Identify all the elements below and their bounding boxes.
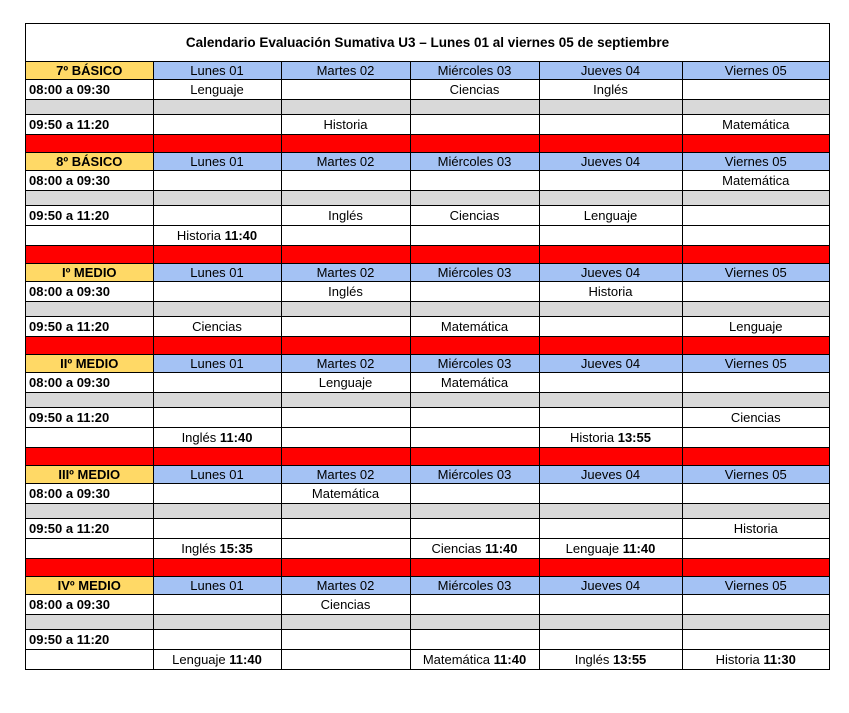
spacer-row-cell [281,191,410,206]
separator-row-cell [281,135,410,153]
grade-label: IVº MEDIO [26,577,153,595]
subject-cell: Ciencias [682,408,829,428]
subject-cell [682,484,829,504]
day-header: Lunes 01 [153,153,281,171]
spacer-row-cell [26,100,153,115]
separator-row-cell [153,448,281,466]
separator-row-cell [682,135,829,153]
spacer-row-cell [153,191,281,206]
time-slot-label: 08:00 a 09:30 [26,595,153,615]
time-slot-label [26,539,153,559]
day-header: Viernes 05 [682,577,829,595]
day-header: Viernes 05 [682,355,829,373]
subject-cell [539,595,682,615]
grade-header-row [26,466,829,484]
spacer-row-cell [682,191,829,206]
subject-cell [410,595,539,615]
subject-cell: Historia [682,519,829,539]
day-header: Jueves 04 [539,466,682,484]
spacer-row-cell [26,504,153,519]
subject-cell: Matemática [682,115,829,135]
day-header: Martes 02 [281,153,410,171]
subject-name: Matemática [422,652,491,667]
separator-row-cell [281,337,410,355]
subject-cell [153,282,281,302]
subject-cell [682,595,829,615]
time-slot-row [26,115,829,135]
day-header: Jueves 04 [539,62,682,80]
subject-name: Historia [715,652,760,667]
separator-row-cell [153,559,281,577]
separator-row-cell [682,337,829,355]
grade-header-row [26,355,829,373]
special-time-row [26,650,829,670]
time-slot-label: 08:00 a 09:30 [26,282,153,302]
day-header: Viernes 05 [682,264,829,282]
day-header: Lunes 01 [153,577,281,595]
subject-cell [153,373,281,393]
subject-time: 11:40 [484,541,518,556]
subject-cell [153,539,281,559]
subject-cell [539,519,682,539]
spacer-row-cell [682,100,829,115]
separator-row-cell [281,559,410,577]
day-header: Miércoles 03 [410,466,539,484]
subject-cell [153,595,281,615]
subject-cell: Lenguaje [153,80,281,100]
time-slot-label [26,650,153,670]
subject-cell: Matemática [682,171,829,191]
day-header: Jueves 04 [539,355,682,373]
subject-cell [153,408,281,428]
separator-row [26,135,829,153]
spacer-row-cell [410,302,539,317]
grade-label: IIº MEDIO [26,355,153,373]
subject-name: Inglés [181,541,216,556]
time-slot-row [26,484,829,504]
day-header: Martes 02 [281,466,410,484]
time-slot-label: 09:50 a 11:20 [26,630,153,650]
subject-cell [410,115,539,135]
separator-row-cell [410,559,539,577]
spacer-row-cell [26,191,153,206]
spacer-row-cell [539,504,682,519]
page-title: Calendario Evaluación Sumativa U3 – Lunes 01 al viernes 05 de septiembre [26,24,829,62]
spacer-row-cell [682,504,829,519]
grade-header-row [26,62,829,80]
time-slot-row [26,519,829,539]
subject-cell [410,408,539,428]
spacer-row-cell [281,615,410,630]
subject-time: 11:40 [493,652,527,667]
spacer-row-cell [410,191,539,206]
separator-row-cell [26,135,153,153]
subject-cell [539,408,682,428]
spacer-row-cell [153,302,281,317]
day-header: Miércoles 03 [410,153,539,171]
spacer-row [26,504,829,519]
grade-label: 8º BÁSICO [26,153,153,171]
spacer-row-cell [153,100,281,115]
subject-name: Historia [570,430,615,445]
time-slot-label [26,428,153,448]
subject-cell [410,282,539,302]
day-header: Viernes 05 [682,62,829,80]
time-slot-row [26,171,829,191]
day-header: Martes 02 [281,355,410,373]
subject-cell [281,428,410,448]
subject-cell: Matemática [410,317,539,337]
time-slot-row [26,408,829,428]
spacer-row-cell [539,100,682,115]
subject-cell [153,171,281,191]
subject-cell: Ciencias [281,595,410,615]
grade-label: IIIº MEDIO [26,466,153,484]
day-header: Martes 02 [281,577,410,595]
grade-header-row [26,153,829,171]
time-slot-label: 08:00 a 09:30 [26,171,153,191]
subject-cell: Matemática [410,373,539,393]
subject-cell [153,519,281,539]
subject-cell [410,650,539,670]
subject-cell [153,484,281,504]
spacer-row-cell [153,615,281,630]
separator-row-cell [539,135,682,153]
subject-cell [682,226,829,246]
time-slot-row [26,373,829,393]
subject-time: 11:30 [763,652,796,667]
separator-row-cell [539,246,682,264]
spacer-row-cell [682,393,829,408]
subject-time: 13:55 [613,652,647,667]
subject-cell [682,650,829,670]
separator-row-cell [539,337,682,355]
separator-row-cell [682,246,829,264]
day-header: Viernes 05 [682,153,829,171]
separator-row [26,337,829,355]
subject-cell [281,539,410,559]
time-slot-row [26,317,829,337]
time-slot-label: 08:00 a 09:30 [26,80,153,100]
subject-name: Lenguaje [565,541,620,556]
subject-cell [153,115,281,135]
subject-cell [153,630,281,650]
separator-row-cell [153,246,281,264]
day-header: Jueves 04 [539,153,682,171]
day-header: Viernes 05 [682,466,829,484]
subject-cell [682,539,829,559]
separator-row-cell [410,246,539,264]
day-header: Lunes 01 [153,355,281,373]
subject-cell [539,428,682,448]
separator-row-cell [26,559,153,577]
subject-cell [682,206,829,226]
separator-row-cell [26,448,153,466]
schedule-sheet [25,23,830,670]
spacer-row-cell [281,302,410,317]
spacer-row-cell [539,191,682,206]
subject-cell [410,630,539,650]
spacer-row-cell [281,100,410,115]
time-slot-label: 09:50 a 11:20 [26,115,153,135]
subject-cell [281,650,410,670]
spacer-row [26,100,829,115]
grade-header-row [26,264,829,282]
special-time-row [26,428,829,448]
subject-cell [539,539,682,559]
separator-row-cell [682,448,829,466]
subject-name: Inglés [574,652,610,667]
subject-cell [682,428,829,448]
separator-row [26,559,829,577]
spacer-row-cell [410,393,539,408]
separator-row-cell [153,135,281,153]
subject-cell: Inglés [281,206,410,226]
subject-cell [682,373,829,393]
time-slot-label: 09:50 a 11:20 [26,519,153,539]
subject-cell [539,630,682,650]
subject-cell [539,317,682,337]
day-header: Martes 02 [281,62,410,80]
spacer-row [26,302,829,317]
spacer-row-cell [153,504,281,519]
time-slot-label: 08:00 a 09:30 [26,373,153,393]
day-header: Lunes 01 [153,62,281,80]
day-header: Miércoles 03 [410,264,539,282]
subject-cell [281,630,410,650]
time-slot-label [26,226,153,246]
time-slot-label: 08:00 a 09:30 [26,484,153,504]
subject-cell [410,226,539,246]
time-slot-label: 09:50 a 11:20 [26,317,153,337]
day-header: Lunes 01 [153,264,281,282]
spacer-row-cell [539,302,682,317]
spacer-row-cell [26,302,153,317]
separator-row-cell [281,246,410,264]
day-header: Jueves 04 [539,577,682,595]
separator-row-cell [410,337,539,355]
subject-cell [153,650,281,670]
subject-name: Inglés [181,430,217,445]
day-header: Miércoles 03 [410,577,539,595]
subject-cell: Ciencias [410,80,539,100]
day-header: Miércoles 03 [410,62,539,80]
separator-row-cell [539,448,682,466]
spacer-row-cell [410,504,539,519]
spacer-row-cell [26,393,153,408]
spacer-row-cell [539,615,682,630]
subject-cell [153,226,281,246]
separator-row-cell [153,337,281,355]
subject-cell [410,539,539,559]
subject-cell [281,171,410,191]
subject-cell [539,226,682,246]
day-header: Lunes 01 [153,466,281,484]
subject-cell [410,428,539,448]
subject-cell [281,408,410,428]
subject-cell [539,484,682,504]
day-header: Martes 02 [281,264,410,282]
subject-cell: Historia [281,115,410,135]
time-slot-label: 09:50 a 11:20 [26,408,153,428]
special-time-row [26,226,829,246]
subject-cell [539,373,682,393]
spacer-row [26,615,829,630]
subject-cell [281,317,410,337]
spacer-row-cell [410,615,539,630]
subject-cell [281,519,410,539]
subject-cell [281,226,410,246]
subject-cell [410,484,539,504]
separator-row-cell [281,448,410,466]
subject-time: 15:35 [219,541,253,556]
time-slot-row [26,282,829,302]
spacer-row-cell [281,504,410,519]
spacer-row-cell [153,393,281,408]
subject-cell: Lenguaje [539,206,682,226]
subject-cell: Historia [539,282,682,302]
subject-cell: Ciencias [153,317,281,337]
subject-cell [682,282,829,302]
day-header: Jueves 04 [539,264,682,282]
time-slot-row [26,80,829,100]
schedule-table [26,62,829,669]
spacer-row-cell [539,393,682,408]
spacer-row [26,393,829,408]
subject-cell [539,171,682,191]
subject-cell [682,80,829,100]
subject-cell: Matemática [281,484,410,504]
subject-name: Historia [176,228,221,243]
separator-row-cell [410,448,539,466]
separator-row-cell [26,337,153,355]
spacer-row-cell [26,615,153,630]
special-time-row [26,539,829,559]
separator-row [26,246,829,264]
subject-cell [682,630,829,650]
separator-row-cell [539,559,682,577]
spacer-row-cell [410,100,539,115]
day-header: Miércoles 03 [410,355,539,373]
spacer-row-cell [682,615,829,630]
subject-cell: Inglés [539,80,682,100]
grade-label: 7º BÁSICO [26,62,153,80]
subject-time: 11:40 [229,652,262,667]
subject-time: 13:55 [617,430,651,445]
time-slot-row [26,206,829,226]
subject-cell [281,80,410,100]
subject-cell [410,171,539,191]
spacer-row-cell [281,393,410,408]
separator-row-cell [26,246,153,264]
separator-row [26,448,829,466]
separator-row-cell [682,559,829,577]
subject-cell: Lenguaje [682,317,829,337]
spacer-row-cell [682,302,829,317]
time-slot-row [26,595,829,615]
grade-header-row [26,577,829,595]
time-slot-label: 09:50 a 11:20 [26,206,153,226]
subject-cell [410,519,539,539]
spacer-row [26,191,829,206]
subject-time: 11:40 [622,541,656,556]
subject-time: 11:40 [219,430,253,445]
subject-cell [153,206,281,226]
subject-time: 11:40 [224,228,258,243]
grade-label: Iº MEDIO [26,264,153,282]
time-slot-row [26,630,829,650]
subject-name: Lenguaje [172,652,226,667]
subject-cell [539,115,682,135]
subject-name: Ciencias [431,541,482,556]
subject-cell: Inglés [281,282,410,302]
subject-cell [153,428,281,448]
subject-cell: Lenguaje [281,373,410,393]
subject-cell: Ciencias [410,206,539,226]
separator-row-cell [410,135,539,153]
subject-cell [539,650,682,670]
